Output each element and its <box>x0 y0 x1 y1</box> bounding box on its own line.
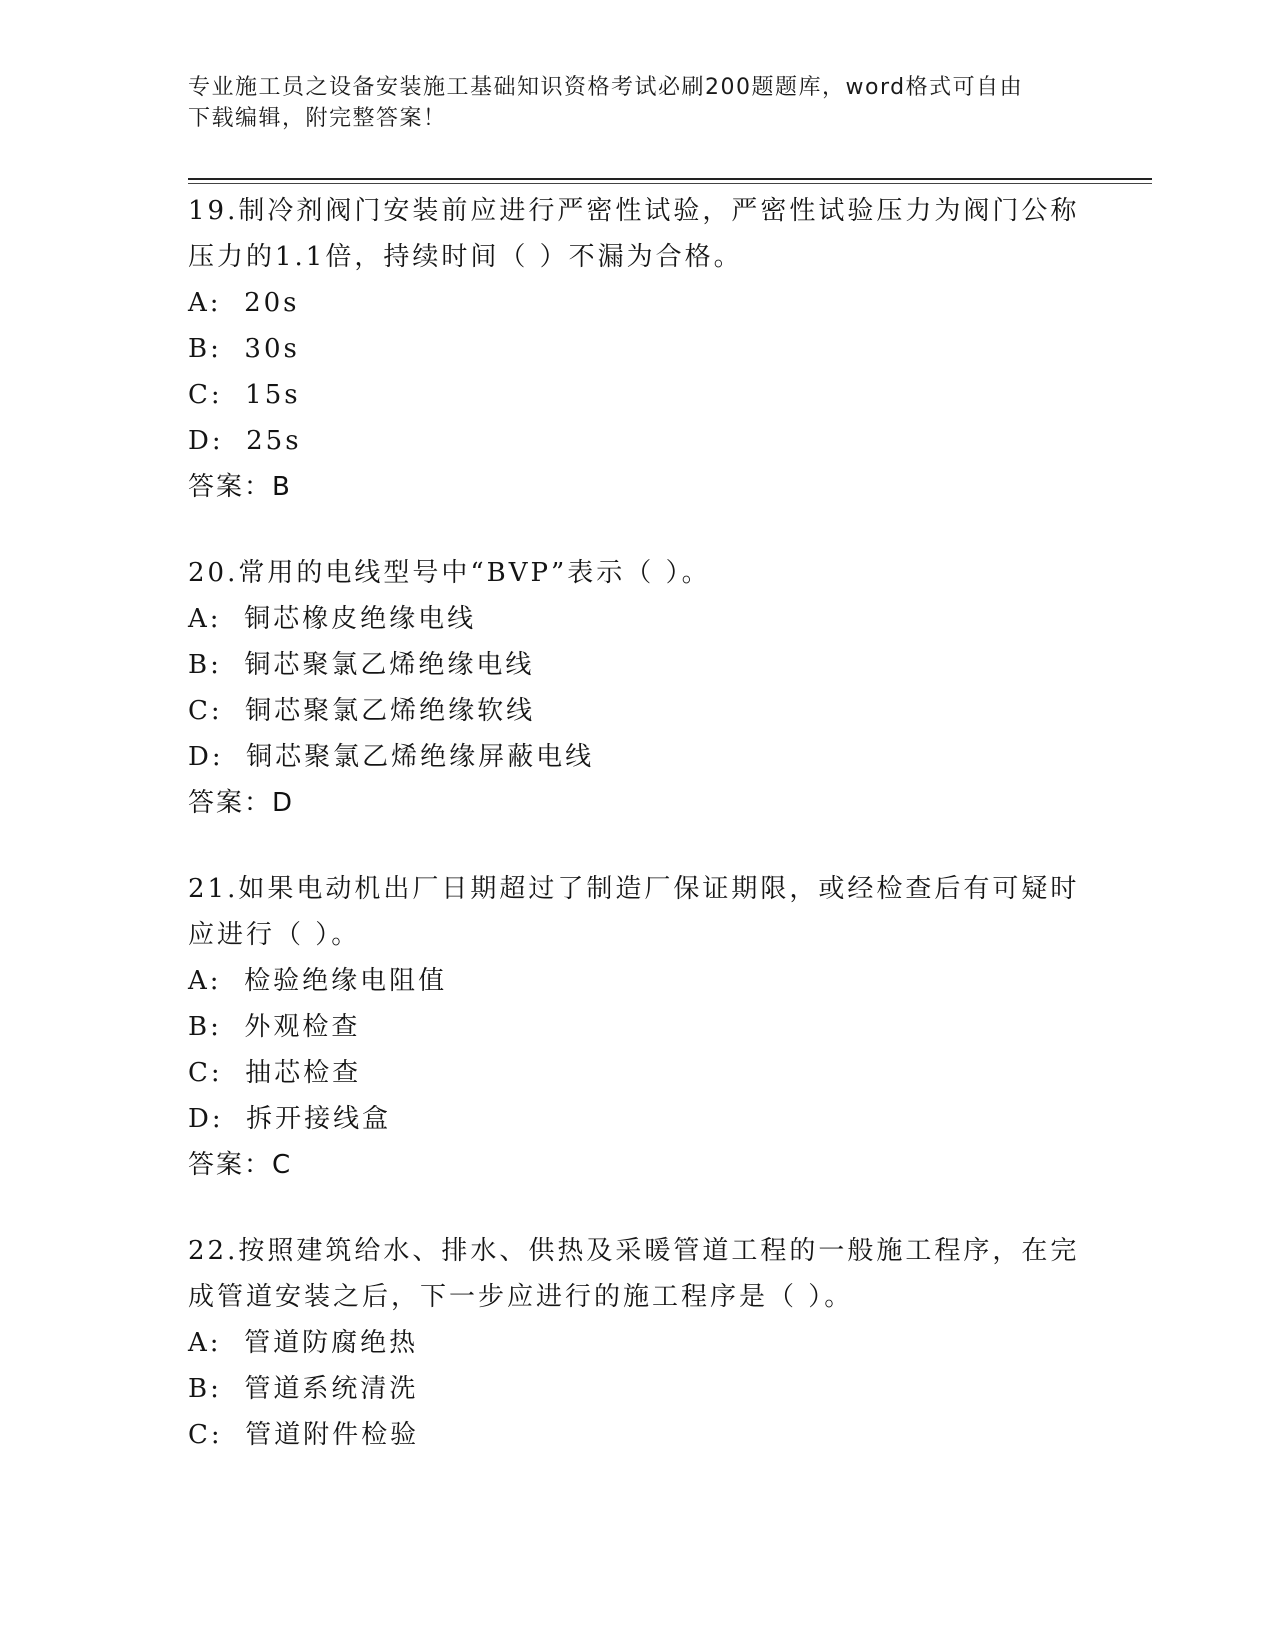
question-19 <box>188 188 1088 510</box>
option-a: A: 检验绝缘电阻值 <box>188 966 448 996</box>
option-c: C: 抽芯检查 <box>188 1058 362 1088</box>
question-list <box>188 188 1088 1498</box>
option-d: D: 铜芯聚氯乙烯绝缘屏蔽电线 <box>188 742 595 772</box>
answer: 答案：D <box>188 788 295 818</box>
question-stem-line: 21.如果电动机出厂日期超过了制造厂保证期限，或经检查后有可疑时 <box>188 874 1080 904</box>
option-c: C: 管道附件检验 <box>188 1420 420 1450</box>
answer: 答案：C <box>188 1150 293 1180</box>
question-stem-line: 19.制冷剂阀门安装前应进行严密性试验，严密性试验压力为阀门公称 <box>188 196 1080 226</box>
question-stem-line: 应进行（ ）。 <box>188 920 361 950</box>
option-b: B: 铜芯聚氯乙烯绝缘电线 <box>188 650 535 680</box>
question-stem-line: 成管道安装之后，下一步应进行的施工程序是（ ）。 <box>188 1282 854 1312</box>
option-b: B: 30s <box>188 334 300 364</box>
question-22 <box>188 1228 1088 1458</box>
option-d: D: 拆开接线盒 <box>188 1104 392 1134</box>
header-divider-thin <box>188 183 1152 184</box>
question-21 <box>188 866 1088 1188</box>
option-b: B: 外观检查 <box>188 1012 361 1042</box>
option-b: B: 管道系统清洗 <box>188 1374 419 1404</box>
question-stem-line: 22.按照建筑给水、排水、供热及采暖管道工程的一般施工程序，在完 <box>188 1236 1080 1266</box>
document-header <box>188 72 1088 134</box>
option-c: C: 15s <box>188 380 301 410</box>
option-c: C: 铜芯聚氯乙烯绝缘软线 <box>188 696 536 726</box>
question-stem-line: 压力的1.1倍，持续时间（ ）不漏为合格。 <box>188 242 743 272</box>
answer: 答案：B <box>188 472 292 502</box>
header-line-2: 下载编辑，附完整答案！ <box>188 106 447 131</box>
question-stem-line: 20.常用的电线型号中“BVP”表示（ ）。 <box>188 558 711 588</box>
question-20 <box>188 550 1088 826</box>
header-divider-thick <box>188 178 1152 180</box>
header-line-1: 专业施工员之设备安装施工基础知识资格考试必刷200题题库，word格式可自由 <box>188 75 1024 100</box>
option-a: A: 管道防腐绝热 <box>188 1328 419 1358</box>
option-a: A: 20s <box>188 288 300 318</box>
option-d: D: 25s <box>188 426 302 456</box>
option-a: A: 铜芯橡皮绝缘电线 <box>188 604 477 634</box>
